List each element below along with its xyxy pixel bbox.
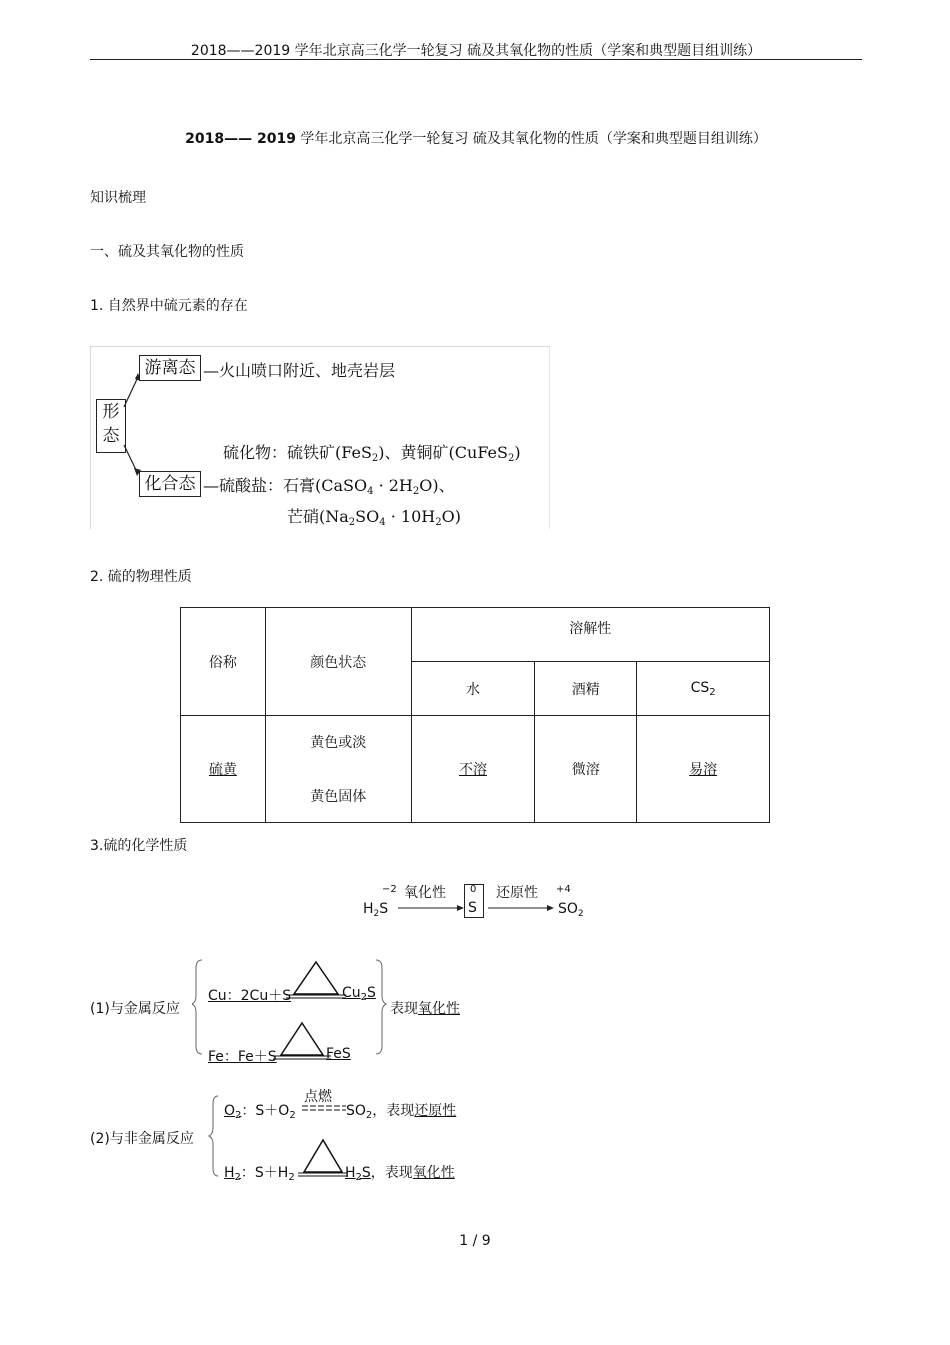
h2-heat-triangle — [298, 1136, 348, 1178]
oxidizing-label: 氧化性 — [404, 885, 446, 901]
h2-product: $H_2S$，表现氧化性 — [345, 1165, 455, 1183]
physical-properties-table — [180, 607, 770, 823]
cu-product: $Cu_2S$ — [342, 985, 376, 1003]
o2-reaction: $O_2$：$S+O_2$ — [224, 1103, 296, 1121]
header-common-name: 俗称 — [181, 608, 266, 716]
so2-formula: $SO_2$ — [558, 901, 584, 919]
reducing-label: 还原性 — [496, 885, 538, 901]
cell-color-state: 黄色或淡 黄色固体 — [265, 716, 411, 823]
metal-reaction-label: (1)与金属反应 — [90, 1001, 180, 1017]
header-color-state: 颜色状态 — [265, 608, 411, 716]
free-state-box: 游离态 — [139, 355, 201, 381]
h2s-formula: $H_2S$ — [363, 901, 389, 919]
section-part1: 一、硫及其氧化物的性质 — [90, 244, 244, 260]
so2-oxidation-state: +4 — [556, 884, 571, 895]
cell-cs2: 易溶 — [637, 716, 770, 823]
sulfide-line: 硫化物：硫铁矿(FeS$_2$)、黄铜矿(CuFeS$_2$) — [223, 443, 521, 464]
cell-water: 不溶 — [411, 716, 535, 823]
cu-reaction: Cu：2Cu＋S — [208, 988, 292, 1004]
s-oxidation-state: 0 — [470, 884, 477, 895]
arrow-to-so2 — [486, 902, 556, 914]
cell-name: 硫黄 — [181, 716, 266, 823]
header-rule — [90, 59, 862, 60]
subheader-cs2: $CS_2$ — [637, 662, 770, 716]
title-text: 学年北京高三化学一轮复习 硫及其氧化物的性质（学案和典型题目组训练） — [295, 131, 767, 147]
title-year: 2018—— 2019 — [185, 131, 296, 147]
fe-reaction: Fe：Fe＋S — [208, 1049, 277, 1065]
form-label-1: 形 — [102, 402, 120, 422]
subheader-alcohol: 酒精 — [535, 662, 637, 716]
fe-heat-triangle — [273, 1019, 331, 1061]
valence-chain — [360, 878, 600, 923]
page-header: 2018——2019 学年北京高三化学一轮复习 硫及其氧化物的性质（学案和典型题目组训练） — [190, 43, 762, 59]
h2s-oxidation-state: −2 — [382, 884, 397, 895]
cu-heat-triangle — [286, 958, 346, 1000]
form-label-2: 态 — [102, 426, 120, 446]
cell-alcohol: 微溶 — [535, 716, 637, 823]
combined-state-box: 化合态 — [139, 471, 201, 497]
fe-product: FeS — [326, 1046, 351, 1062]
o2-condition: 点燃 — [304, 1089, 332, 1105]
section-knowledge: 知识梳理 — [90, 190, 146, 206]
page-number: 1 / 9 — [459, 1233, 491, 1249]
metal-shows: 表现氧化性 — [390, 1001, 460, 1017]
sulfate-line: —硫酸盐：石膏(CaSO$_4$ · $2H_2O$)、 — [203, 476, 455, 497]
subheader-water: 水 — [411, 662, 535, 716]
mirabilite-line: 芒硝$(Na_2SO_4 \cdot 10H_2O)$ — [287, 507, 461, 528]
header-solubility: 溶解性 — [411, 608, 769, 662]
nonmetal-brace — [206, 1094, 226, 1178]
o2-equals — [302, 1103, 346, 1113]
sulfur-forms-figure — [90, 346, 550, 529]
document-title — [90, 128, 862, 148]
section-item2: 2. 硫的物理性质 — [90, 569, 192, 585]
free-state-desc: —火山喷口附近、地壳岩层 — [203, 361, 396, 380]
o2-product: $SO_2$，表现还原性 — [346, 1103, 457, 1121]
h2-reaction: $H_2$：$S+H_2$ — [224, 1165, 295, 1183]
section-item1: 1. 自然界中硫元素的存在 — [90, 298, 248, 314]
nonmetal-reaction-label: (2)与非金属反应 — [90, 1131, 194, 1147]
s-symbol: S — [468, 900, 477, 916]
arrow-to-s — [396, 902, 466, 914]
section-item3: 3.硫的化学性质 — [90, 838, 188, 854]
